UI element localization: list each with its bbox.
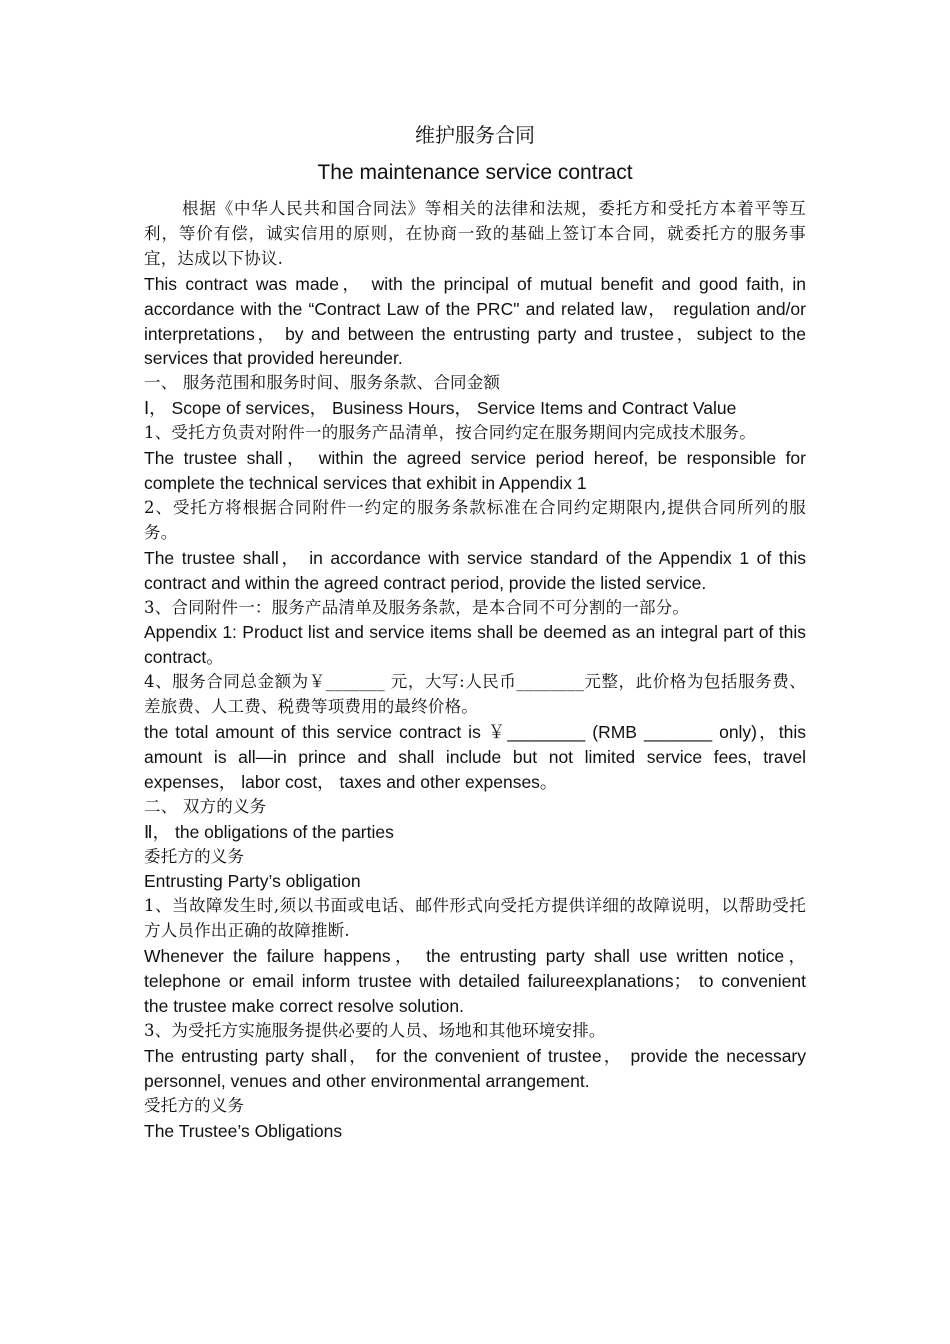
- trustee-obligations-heading-en: The Trustee’s Obligations: [144, 1120, 343, 1141]
- clause-2-1-zh: 1、当故障发生时,须以书面或电话、邮件形式向受托方提供详细的故障说明，以帮助受托方人员作出正确的故障推断.: [144, 896, 806, 941]
- preamble-en: This contract was made， with the principal of mutual benefit and good faith, in accordance with the “Contract Law of the PRC" and related law， regulation and/or interpretations， by and between the entrusting party and trustee，subject to the services that provided hereunder.: [144, 273, 806, 369]
- clause-1-1-en: The trustee shall， within the agreed service period hereof, be responsible for complete the technical services that exhibit in Appendix 1: [144, 448, 806, 493]
- section-2-heading-en: Ⅱ， the obligations of the parties: [144, 821, 394, 842]
- entrusting-party-obligations-heading-zh: 委托方的义务: [144, 846, 245, 866]
- clause-1-3-en: Appendix 1: Product list and service items shall be deemed as an integral part of this contract。: [144, 622, 806, 668]
- clause-1-3-zh: 3、合同附件一：服务产品清单及服务条款，是本合同不可分割的一部分。: [144, 597, 690, 617]
- section-1-heading-en: Ⅰ， Scope of services， Business Hours， Service Items and Contract Value: [144, 398, 737, 419]
- clause-1-2-en: The trustee shall， in accordance with service standard of the Appendix 1 of this contract and within the agreed contract period, provide the listed service.: [144, 547, 806, 593]
- preamble-zh: 根据《中华人民共和国合同法》等相关的法律和法规，委托方和受托方本着平等互利，等价有偿，诚实信用的原则，在协商一致的基础上签订本合同，就委托方的服务事宜，达成以下协议.: [144, 199, 806, 268]
- document-title-english: The maintenance service contract: [317, 161, 633, 184]
- entrusting-party-obligations-heading-en: Entrusting Party’s obligation: [144, 871, 361, 892]
- section-2-heading-zh: 二、 双方的义务: [144, 796, 267, 816]
- section-1-heading-zh: 一、 服务范围和服务时间、服务条款、合同金额: [144, 373, 501, 393]
- clause-2-3-en: The entrusting party shall， for the convenient of trustee， provide the necessary personnel, venues and other environmental arrangement.: [144, 1045, 806, 1091]
- document-title-chinese: 维护服务合同: [415, 123, 535, 147]
- clause-1-4-en: the total amount of this service contract is ￥________ (RMB _______ only)，this amount is all—in prince and shall include but not limited service fees, travel expenses， labor cost， taxes and other expenses。: [144, 722, 806, 792]
- contract-page: [144, 118, 806, 1143]
- clause-1-2-zh: 2、受托方将根据合同附件一约定的服务条款标准在合同约定期限内,提供合同所列的服务。: [144, 497, 806, 542]
- clause-1-4-zh: 4、服务合同总金额为￥_______ 元，大写:人民币________元整，此价格为包括服务费、差旅费、人工费、税费等项费用的最终价格。: [144, 672, 806, 717]
- clause-2-3-zh: 3、为受托方实施服务提供必要的人员、场地和其他环境安排。: [144, 1020, 606, 1040]
- clause-1-1-zh: 1、受托方负责对附件一的服务产品清单，按合同约定在服务期间内完成技术服务。: [144, 423, 756, 443]
- clause-2-1-en: Whenever the failure happens， the entrusting party shall use written notice，telephone or email inform trustee with detailed failureexplanations； to convenient the trustee make correct resolve solution.: [144, 946, 806, 1016]
- trustee-obligations-heading-zh: 受托方的义务: [144, 1095, 245, 1115]
